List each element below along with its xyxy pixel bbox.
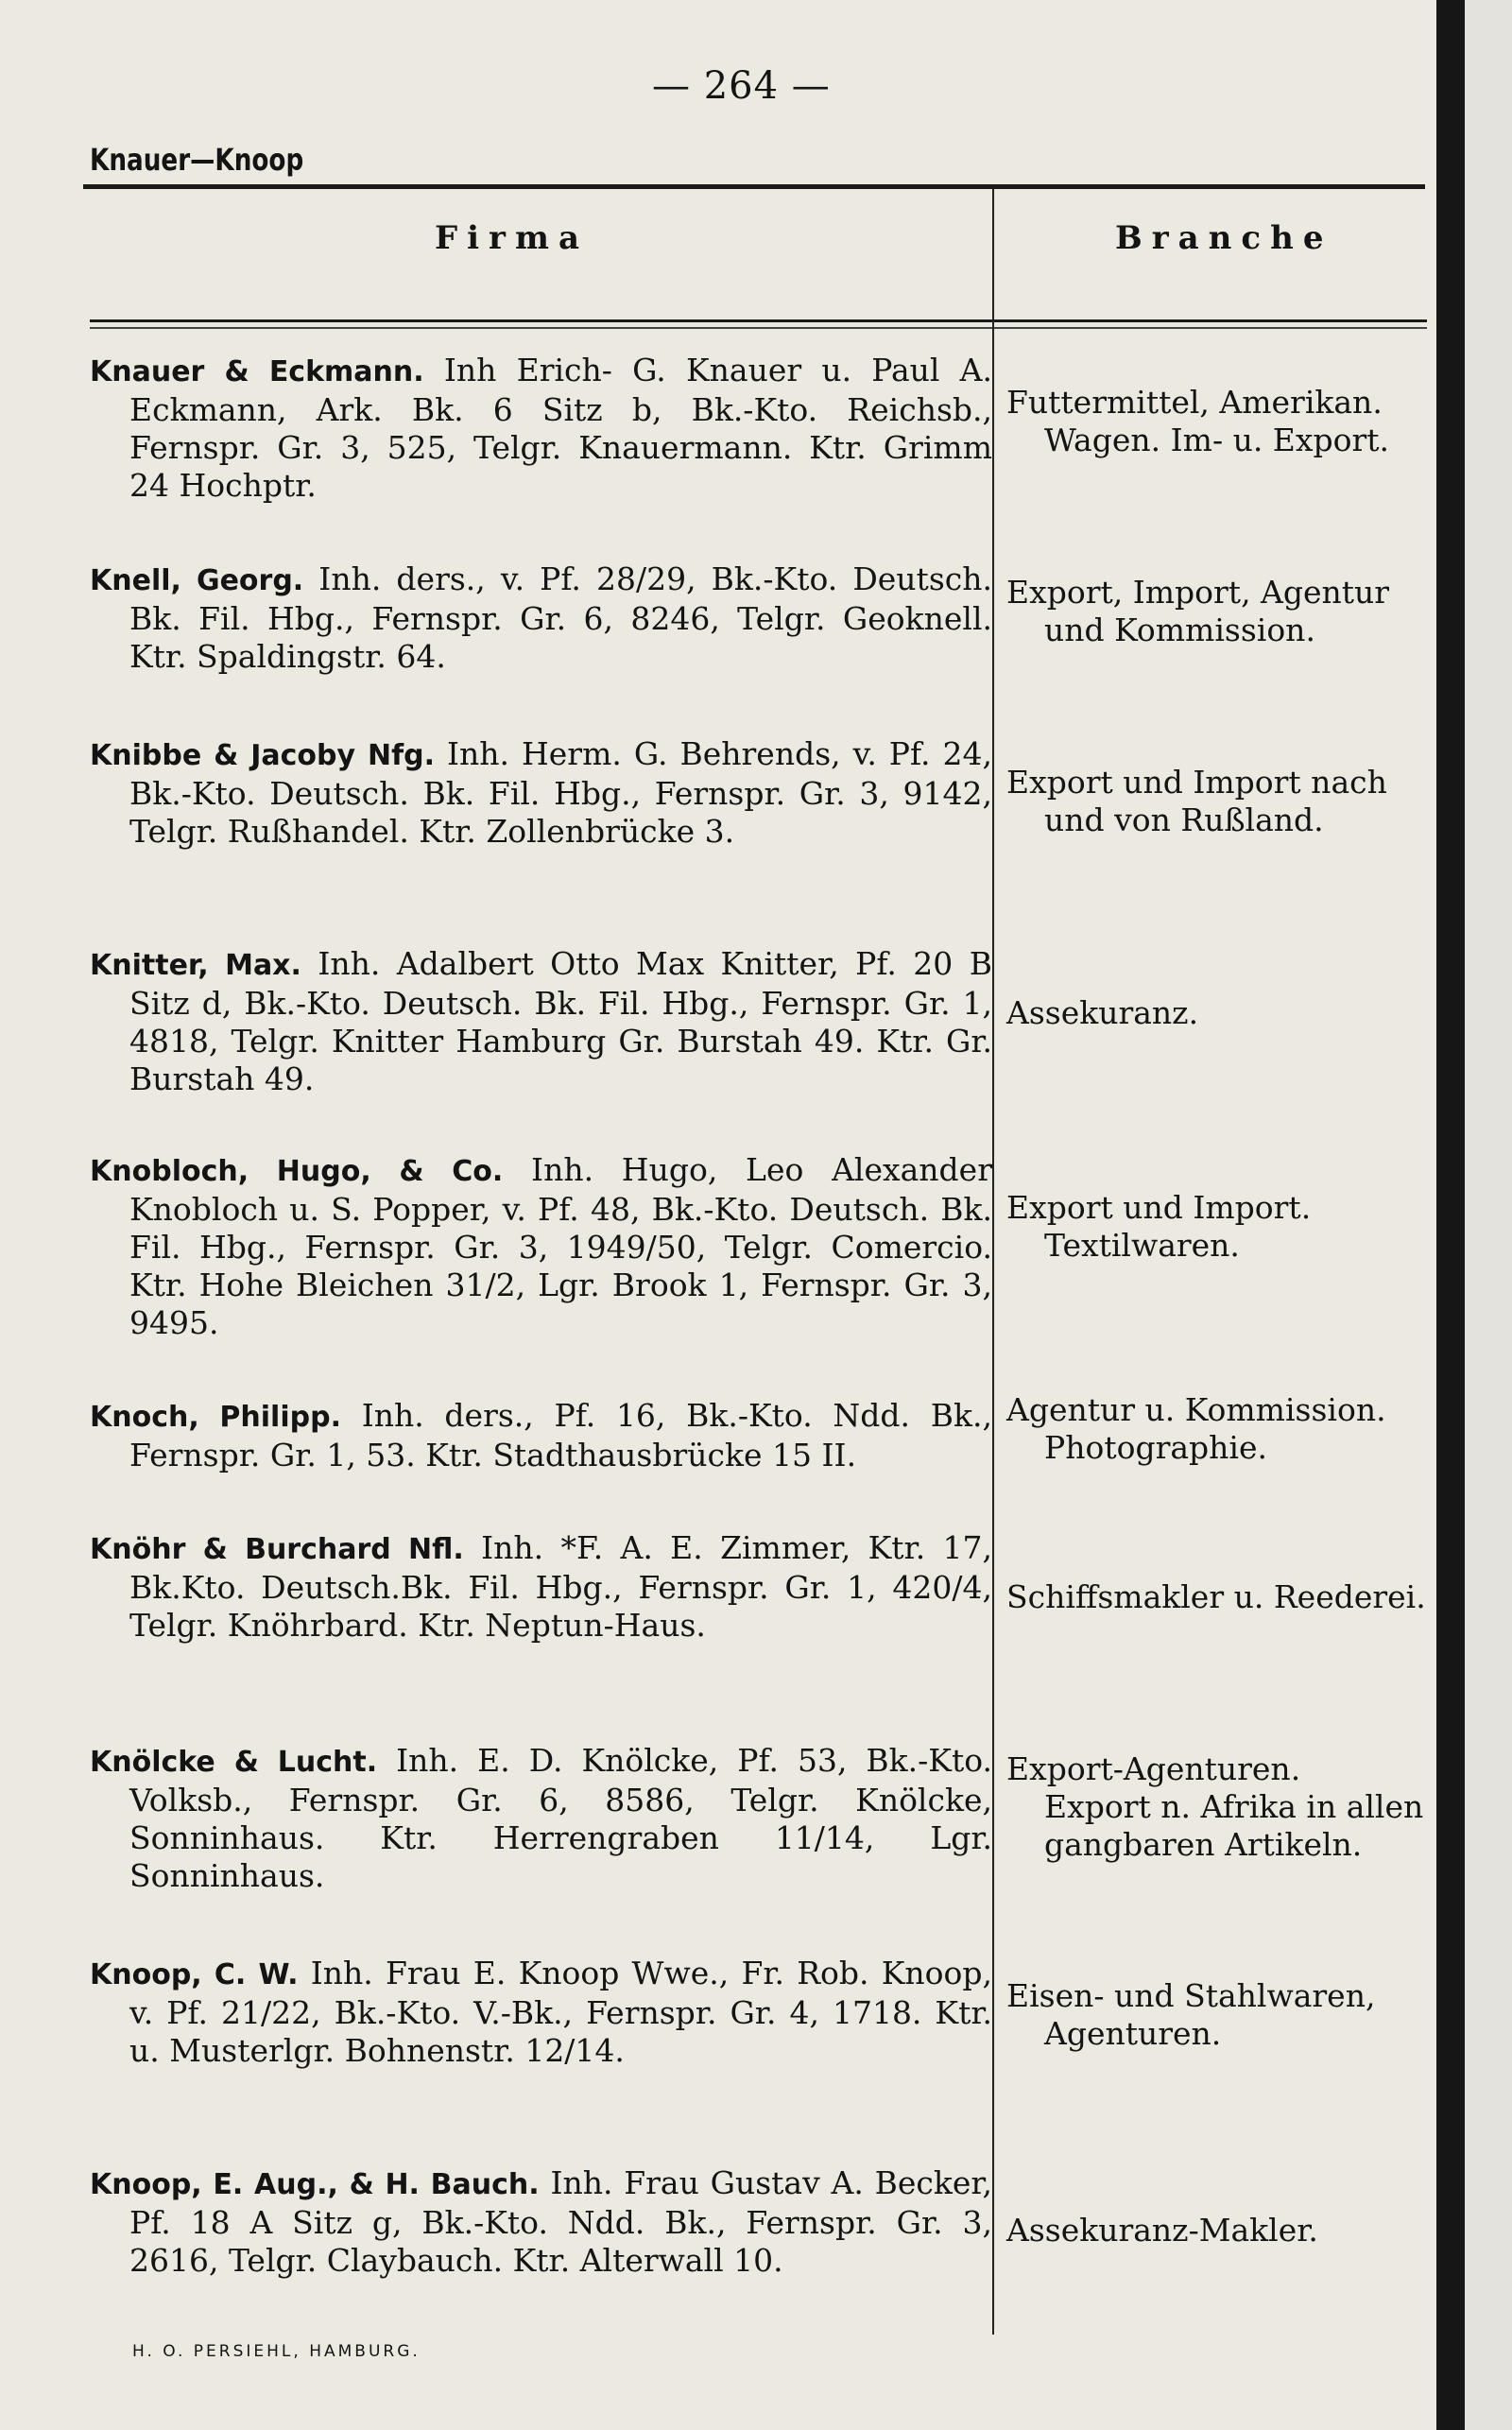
branch-line: und von Rußland. xyxy=(1044,801,1324,838)
branch-line: Export n. Afrika in allen xyxy=(1044,1788,1424,1825)
branch-line: Export, Import, Agentur xyxy=(1006,574,1390,611)
firm-text xyxy=(90,352,992,505)
column-header-firma: Firma xyxy=(435,219,589,257)
firm-name: Knell, Georg. xyxy=(90,564,304,597)
directory-entry xyxy=(90,945,997,1098)
branch-line: Export-Agenturen. xyxy=(1006,1750,1301,1787)
firm-name: Knoop, C. W. xyxy=(90,1958,299,1991)
firm-name: Knibbe & Jacoby Nfg. xyxy=(90,739,435,772)
firm-text xyxy=(90,1742,992,1895)
branch-line: Eisen- und Stahlwaren, xyxy=(1006,1977,1376,2014)
firm-details: Inh Erich- G. Knauer u. Paul A. Eckmann, Ark. Bk. 6 Sitz b, Bk.-Kto. Reichsb., Fernspr. Gr. 3, 525, Telgr. Knauermann. Ktr. Grimm 24 Hochptr. xyxy=(129,352,992,504)
firm-text xyxy=(90,945,992,1098)
header-rule xyxy=(83,184,1425,189)
firm-text xyxy=(90,1529,992,1645)
page-number: — 264 — xyxy=(652,64,831,108)
firm-text xyxy=(90,560,992,676)
directory-entry xyxy=(90,1151,997,1342)
firm-name: Knöhr & Burchard Nfl. xyxy=(90,1533,464,1566)
column-header-branche: Branche xyxy=(1115,219,1333,257)
branch-cell xyxy=(1006,764,1436,839)
directory-entry xyxy=(90,2164,997,2280)
branch-line: Export und Import nach xyxy=(1006,764,1387,801)
branch-line: Textilwaren. xyxy=(1044,1227,1240,1264)
firm-name: Knitter, Max. xyxy=(90,949,301,982)
firm-details: Inh. Frau E. Knoop Wwe., Fr. Rob. Knoop, v. Pf. 21/22, Bk.-Kto. V.-Bk., Fernspr. Gr. 4, 1718. Ktr. u. Musterlgr. Bohnenstr. 12/14. xyxy=(129,1955,992,2069)
branch-line: gangbaren Artikeln. xyxy=(1044,1826,1363,1863)
branch-cell xyxy=(1006,1189,1436,1265)
firm-name: Knoop, E. Aug., & H. Bauch. xyxy=(90,2168,540,2201)
branch-line: Schiffsmakler u. Reederei. xyxy=(1006,1578,1426,1615)
firm-text xyxy=(90,1955,992,2070)
firm-details: Inh. E. D. Knölcke, Pf. 53, Bk.-Kto. Volksb., Fernspr. Gr. 6, 8586, Telgr. Knölcke, Sonninhaus. Ktr. Herrengraben 11/14, Lgr. Sonninhaus. xyxy=(129,1742,992,1894)
directory-entry xyxy=(90,352,997,505)
branch-cell xyxy=(1006,1977,1436,2053)
branch-line: Export und Import. xyxy=(1006,1189,1312,1226)
firm-text xyxy=(90,1397,992,1474)
firm-details: Inh. *F. A. E. Zimmer, Ktr. 17, Bk.Kto. Deutsch.Bk. Fil. Hbg., Fernspr. Gr. 1, 420/4, Telgr. Knöhrbard. Ktr. Neptun-Haus. xyxy=(129,1529,992,1644)
directory-entry xyxy=(90,560,997,676)
branch-line: Futtermittel, Amerikan. xyxy=(1006,384,1383,421)
firm-name: Knölcke & Lucht. xyxy=(90,1746,378,1779)
directory-entry xyxy=(90,1955,997,2070)
branch-line: Photographie. xyxy=(1044,1429,1267,1466)
firm-name: Knauer & Eckmann. xyxy=(90,355,424,388)
firm-text xyxy=(90,735,992,851)
firm-text xyxy=(90,2164,992,2280)
branch-line: Agenturen. xyxy=(1044,2015,1222,2052)
column-header-rule-thin xyxy=(90,327,1427,329)
branch-cell xyxy=(1006,1750,1436,1864)
printer-imprint: H. O. PERSIEHL, HAMBURG. xyxy=(132,2342,421,2361)
directory-entry xyxy=(90,735,997,851)
firm-name: Knobloch, Hugo, & Co. xyxy=(90,1155,504,1188)
branch-cell xyxy=(1006,574,1436,649)
branch-cell xyxy=(1006,1391,1436,1467)
branch-line: Agentur u. Kommission. xyxy=(1006,1391,1386,1428)
firm-details: Inh. Adalbert Otto Max Knitter, Pf. 20 B Sitz d, Bk.-Kto. Deutsch. Bk. Fil. Hbg., Fernspr. Gr. 1, 4818, Telgr. Knitter Hamburg Gr. Burstah 49. Ktr. Gr. Burstah 49. xyxy=(129,945,992,1097)
column-header-rule xyxy=(90,319,1427,322)
directory-entry xyxy=(90,1529,997,1645)
branch-cell xyxy=(1006,994,1436,1032)
firm-details: Inh. ders., Pf. 16, Bk.-Kto. Ndd. Bk., Fernspr. Gr. 1, 53. Ktr. Stadthausbrücke 15 II. xyxy=(129,1397,992,1474)
firm-details: Inh. Herm. G. Behrends, v. Pf. 24, Bk.-Kto. Deutsch. Bk. Fil. Hbg., Fernspr. Gr. 3, 9142, Telgr. Rußhandel. Ktr. Zollenbrücke 3. xyxy=(129,735,992,850)
branch-cell xyxy=(1006,1578,1436,1616)
directory-entry xyxy=(90,1742,997,1895)
branch-line: Wagen. Im- u. Export. xyxy=(1044,422,1390,458)
firm-name: Knoch, Philipp. xyxy=(90,1401,341,1434)
directory-entry xyxy=(90,1397,997,1474)
branch-line: Assekuranz. xyxy=(1006,994,1199,1031)
branch-cell xyxy=(1006,384,1436,459)
running-head: Knauer—Knoop xyxy=(90,142,304,178)
firm-details: Inh. Hugo, Leo Alexander Knobloch u. S. Popper, v. Pf. 48, Bk.-Kto. Deutsch. Bk. Fil. Hbg., Fernspr. Gr. 3, 1949/50, Telgr. Comercio. Ktr. Hohe Bleichen 31/2, Lgr. Brook 1, Fernspr. Gr. 3, 9495. xyxy=(129,1151,992,1341)
book-spine-shadow xyxy=(1436,0,1465,2430)
firm-details: Inh. ders., v. Pf. 28/29, Bk.-Kto. Deutsch. Bk. Fil. Hbg., Fernspr. Gr. 6, 8246, Telgr. Geoknell. Ktr. Spaldingstr. 64. xyxy=(129,560,992,675)
firm-text xyxy=(90,1151,992,1342)
firm-details: Inh. Frau Gustav A. Becker, Pf. 18 A Sitz g, Bk.-Kto. Ndd. Bk., Fernspr. Gr. 3, 2616, Telgr. Claybauch. Ktr. Alterwall 10. xyxy=(129,2164,993,2279)
branch-cell xyxy=(1006,2212,1436,2249)
branch-line: und Kommission. xyxy=(1044,612,1315,648)
branch-line: Assekuranz-Makler. xyxy=(1006,2212,1318,2249)
page-edge xyxy=(1465,0,1512,2430)
